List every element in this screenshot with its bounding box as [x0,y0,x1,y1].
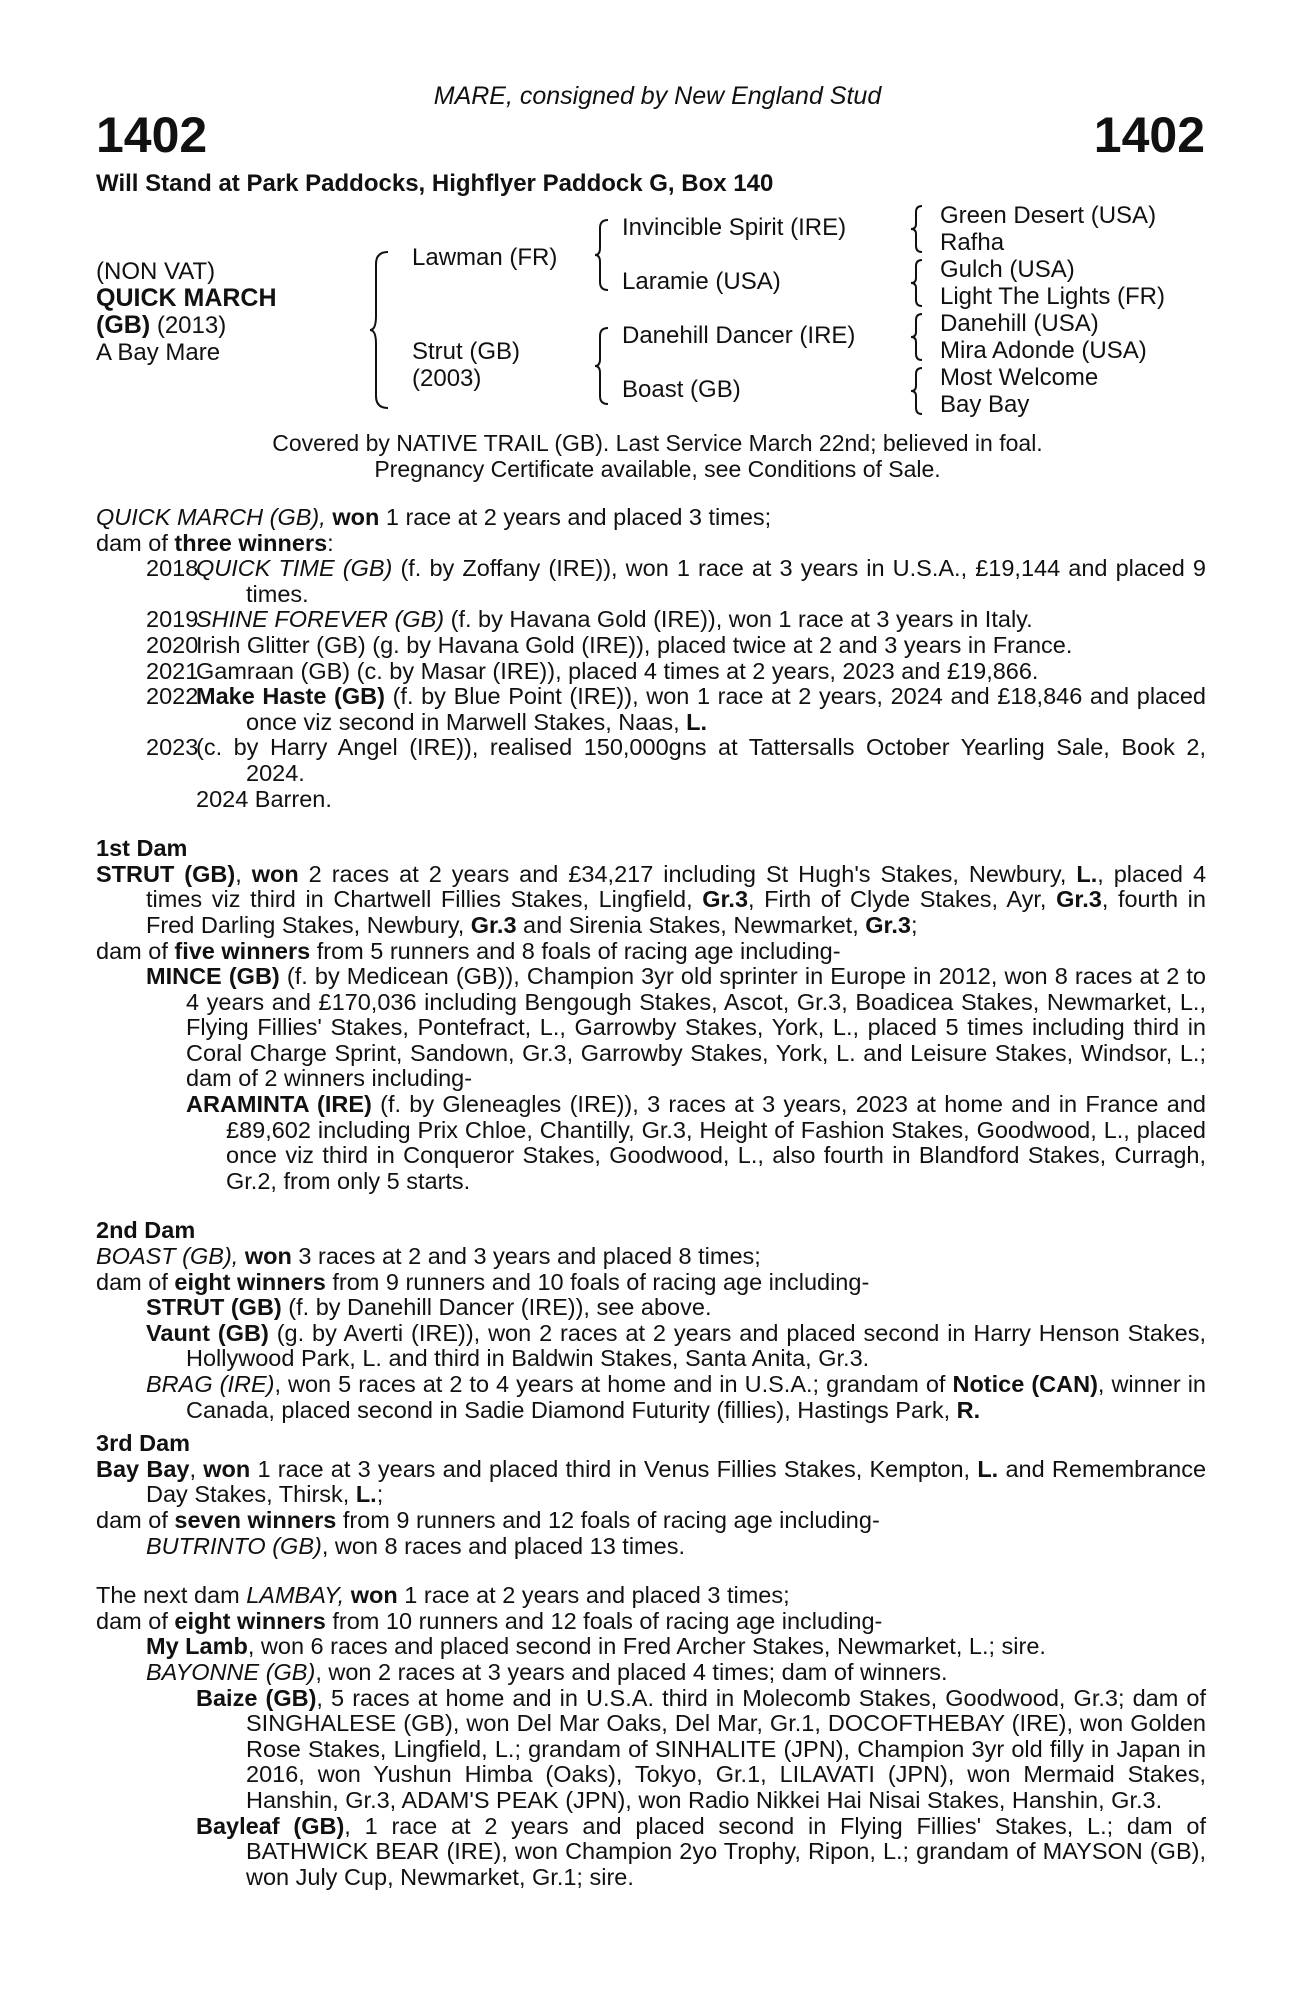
pedigree-ssd: Rafha [940,229,1005,256]
mince-entry [96,964,1206,1092]
second-dam-heading: 2nd Dam [96,1217,196,1244]
baize-name: Baize (GB) [196,1684,317,1711]
pedigree-gen3-ds [940,310,1147,364]
bayleaf-entry [96,1814,1206,1891]
bayleaf-text: , 1 race at 2 years and placed second in Flying Fillies' Stakes, L.; dam of BATHWICK BEAR (IRE), won Champion 2yo Trophy, Ripon, L.; grandam of MAYSON (GB), won July Cup, Newmarket, Gr.1; sire. [246,1812,1206,1890]
dam-of-label: dam of [96,529,175,556]
horse-country: (GB) [96,311,151,339]
dam-of-label: dam of [96,937,175,964]
dam-of-label: dam of [96,1506,175,1533]
brag-entry [96,1372,1206,1423]
dam-of-label: dam of [96,1268,175,1295]
brag-name: BRAG (IRE) [146,1371,275,1397]
progeny-year: 2020 [146,631,199,658]
pedigree-dss: Danehill (USA) [940,310,1099,337]
produce-text: from 10 runners and 12 foals of racing age including- [325,1607,883,1634]
progeny-name: SHINE FOREVER (GB) [196,606,445,633]
record-text: , Firth of Clyde Stakes, Ayr, [748,886,1057,913]
record-text: 3 races at 2 and 3 years and placed 8 times; [291,1243,761,1270]
bayleaf-name: Bayleaf (GB) [196,1812,345,1839]
stand-location: Will Stand at Park Paddocks, Highflyer Paddock G, Box 140 [96,170,774,197]
butrinto-name: BUTRINTO (GB) [146,1532,322,1559]
strut-name: STRUT (GB) [146,1294,282,1321]
mince-name: MINCE (GB) [146,963,280,990]
pedigree-ddd: Bay Bay [940,391,1030,418]
third-dam-record: Bay Bay, won 1 race at 3 years and placed third in Venus Fillies Stakes, Kempton, L. and Remembrance Day Stakes, Thirsk, L.; [96,1455,1207,1508]
record-text: 2 races at 2 years and £34,217 including St Hugh's Stakes, Newbury, [298,860,1077,887]
mare-summary [96,505,1206,531]
produce-text: from 9 runners and 10 foals of racing age including- [325,1268,870,1295]
won-label: won [251,860,299,887]
first-dam-record: STRUT (GB), won 2 races at 2 years and £34,217 including St Hugh's Stakes, Newbury, L., placed 4 times viz third in Chartwell Fillies Stakes, Lingfield, Gr.3, Firth of Clyde Stakes, Ayr, Gr.3, fourth in Fred Darling Stakes, Newbury, Gr.3 and Sirenia Stakes, Newmarket, Gr.3; [96,860,1207,938]
second-dam-record [96,1244,1206,1270]
progeny-row [146,659,1206,685]
araminta-entry [96,1092,1206,1194]
winners-count: five winners [174,937,311,964]
pedigree-brace-main [368,250,392,410]
pedigree-dsd: Mira Adonde (USA) [940,337,1147,364]
progeny-name: QUICK TIME (GB) [196,555,393,582]
colon: : [327,529,334,556]
restricted-label: R. [956,1396,981,1423]
second-dam-produce [96,1270,1206,1296]
progeny-text: (f. by Zoffany (IRE)), won 1 race at 3 years in U.S.A., £19,144 and placed 9 times. [246,555,1206,607]
strut-entry [96,1295,1206,1321]
won-label: won [244,1243,292,1270]
progeny-text: 2024 Barren. [196,785,332,812]
mylamb-name: My Lamb [146,1633,248,1660]
consigner-line: MARE, consigned by New England Stud [433,82,882,110]
baize-text: , 5 races at home and in U.S.A. third in Molecomb Stakes, Goodwood, Gr.3; dam of SINGHALESE (GB), won Del Mar Oaks, Del Mar, Gr.1, DOCOFTHEBAY (IRE), won Golden Rose Stakes, Lingfield, L.; grandam of SINHALITE (JPN), Champion 3yr old filly in Japan in 2016, won Yushun Himba (Oaks), Tokyo, Gr.1, LILAVATI (JPN), won Mermaid Stakes, Hanshin, Gr.3, ADAM'S PEAK (JPN), won Radio Nikkei Hai Nisai Stakes, Hanshin, Gr.3. [246,1684,1207,1813]
progeny-row [146,735,1206,786]
record-text: , placed 4 times viz third in Chartwell Fillies Stakes, Lingfield, [146,860,1207,913]
progeny-table [146,556,1206,812]
progeny-text: (c. by Harry Angel (IRE)), realised 150,000gns at Tattersalls October Yearling Sale, Book 2, 2024. [196,734,1206,786]
first-dam-produce [96,939,1206,965]
progeny-row [146,607,1206,633]
notice-name: Notice (CAN) [952,1371,1098,1397]
horse-name: QUICK MARCH [96,284,277,312]
next-dam-record [96,1583,1206,1609]
pedigree-ss: Invincible Spirit (IRE) [622,214,847,241]
dam-year: (2003) [412,365,482,392]
bayonne-entry [96,1660,1206,1686]
record-text: ; [911,911,918,938]
progeny-year: 2019 [146,606,199,633]
pedigree-brace-dd [910,366,924,416]
baize-entry [96,1686,1206,1814]
covered-line-2: Pregnancy Certificate available, see Conditions of Sale. [374,456,941,482]
horse-year: (2013) [156,312,227,339]
progeny-row [146,684,1206,735]
grade-label: Gr.3 [865,911,911,938]
dam-name: Strut (GB) [412,338,521,365]
pedigree-sire: Lawman (FR) [412,244,558,271]
record-text: and Sirenia Stakes, Newmarket, [516,911,866,938]
record-text: and Remembrance Day Stakes, Thirsk, [146,1455,1207,1508]
progeny-year: 2022 [146,683,199,710]
pedigree-ds: Danehill Dancer (IRE) [622,322,856,349]
pedigree-dd: Boast (GB) [622,376,741,403]
mylamb-text: , won 6 races and placed second in Fred Archer Stakes, Newmarket, L.; sire. [247,1633,1046,1660]
pedigree-gen3-sd [940,256,1165,310]
grade-label: L. [1076,860,1098,887]
progeny-row [146,633,1206,659]
third-dam-produce [96,1508,1206,1534]
progeny-row [146,787,1206,813]
progeny-year: 2023 [146,734,199,761]
butrinto-text: , won 8 races and placed 13 times. [321,1532,685,1559]
pedigree-dam [412,338,520,392]
mare-dam-of [96,531,1206,557]
lot-number-right: 1402 [1093,107,1205,163]
mince-text: (f. by Medicean (GB)), Champion 3yr old sprinter in Europe in 2012, won 8 races at 2 to 4 years and £170,036 including Bengough Stakes, Ascot, Gr.3, Boadicea Stakes, Newmarket, L., Flying Fillies' Stakes, Pontefract, L., Garrowby Stakes, York, L., placed 5 times including third in Coral Charge Sprint, Sandown, Gr.3, Garrowby Stakes, York, L. and Leisure Stakes, Windsor, L.; dam of 2 winners including- [186,963,1207,1092]
second-dam-name: BOAST (GB), [96,1243,239,1270]
produce-text: from 9 runners and 12 foals of racing age including- [336,1506,880,1533]
strut-text: (f. by Danehill Dancer (IRE)), see above. [281,1294,712,1321]
lot-number-left: 1402 [96,107,208,163]
record-text: , fourth in Fred Darling Stakes, Newbury, [146,886,1206,938]
third-dam-name: Bay Bay [96,1455,190,1482]
grade-label: Gr.3 [470,911,517,938]
pedigree-horse [96,258,277,366]
record-text: 1 race at 2 years and placed 3 times; [397,1582,790,1609]
pedigree-sdd: Light The Lights (FR) [940,283,1165,310]
grade-label: Gr.3 [1056,886,1102,913]
progeny-name: Make Haste (GB) [196,683,385,710]
araminta-name: ARAMINTA (IRE) [186,1091,372,1118]
record-text: The next dam [96,1582,247,1609]
bayonne-name: BAYONNE (GB) [146,1658,316,1685]
mare-name: QUICK MARCH (GB), [96,504,326,530]
winners-count: eight winners [174,1607,326,1634]
won-label: won [350,1582,398,1609]
first-dam-heading: 1st Dam [96,835,188,862]
progeny-row [146,556,1206,607]
grade-label: L. [977,1455,999,1482]
next-dam-produce [96,1609,1206,1635]
brag-tail: , winner in Canada, placed second in Sadie Diamond Futurity (fillies), Hastings Park, [186,1371,1206,1423]
next-dam-name: LAMBAY, [246,1582,345,1609]
catalogue-body [96,505,1206,1890]
pedigree-brace-ss [910,204,924,254]
progeny-text: (f. by Havana Gold (IRE)), won 1 race at 3 years in Italy. [444,606,1033,633]
pedigree-gen3-ss [940,202,1156,256]
progeny-year: 2021 [146,657,199,684]
progeny-text: Irish Glitter (GB) (g. by Havana Gold (IRE)), placed twice at 2 and 3 years in France. [196,631,1073,658]
produce-text: from 5 runners and 8 foals of racing age including- [310,937,841,964]
brag-text: , won 5 races at 2 to 4 years at home and in U.S.A.; grandam of [274,1371,953,1397]
winners-count: eight winners [174,1268,326,1295]
record-text: 1 race at 3 years and placed third in Venus Fillies Stakes, Kempton, [250,1455,978,1482]
vaunt-name: Vaunt (GB) [146,1319,269,1346]
vat-status: (NON VAT) [96,258,216,285]
third-dam-heading: 3rd Dam [96,1430,191,1457]
covered-line-1: Covered by NATIVE TRAIL (GB). Last Service March 22nd; believed in foal. [272,430,1043,456]
vaunt-entry [96,1321,1206,1372]
progeny-text: Gamraan (GB) (c. by Masar (IRE)), placed 4 times at 2 years, 2023 and £19,866. [196,657,1039,684]
butrinto-entry [96,1534,1206,1560]
mylamb-entry [96,1634,1206,1660]
record-text: ; [376,1481,384,1508]
mare-record: 1 race at 2 years and placed 3 times; [379,504,772,530]
pedigree-sds: Gulch (USA) [940,256,1075,283]
vaunt-text: (g. by Averti (IRE)), won 2 races at 2 years and placed second in Harry Henson Stakes, Hollywood Park, L. and third in Baldwin Stakes, Santa Anita, Gr.3. [186,1319,1206,1372]
pedigree-gen3-dd [940,364,1098,418]
pedigree-brace-dam [594,326,610,406]
covered-note [0,430,1315,482]
bayonne-text: , won 2 races at 3 years and placed 4 times; dam of winners. [315,1658,948,1685]
progeny-listed: L. [686,708,708,735]
won-label: won [332,504,380,530]
pedigree-dds: Most Welcome [940,364,1099,391]
pedigree-brace-sire [594,218,610,292]
horse-description: A Bay Mare [96,339,221,366]
grade-label: L. [355,1481,377,1508]
pedigree-sd: Laramie (USA) [622,268,781,295]
first-dam-name: STRUT (GB) [96,860,236,887]
dam-of-label: dam of [96,1607,175,1634]
progeny-text: (f. by Blue Point (IRE)), won 1 race at 2 years, 2024 and £18,846 and placed once viz second in Marwell Stakes, Naas, [246,683,1207,735]
progeny-year: 2018 [146,555,199,582]
araminta-text: (f. by Gleneagles (IRE)), 3 races at 3 years, 2023 at home and in France and £89,602 including Prix Chloe, Chantilly, Gr.3, Height of Fashion Stakes, Goodwood, L., placed once viz third in Conqueror Stakes, Goodwood, L., also fourth in Blandford Stakes, Curragh, Gr.2, from only 5 starts. [226,1091,1206,1194]
grade-label: Gr.3 [702,886,749,913]
won-label: won [203,1455,251,1482]
winners-count: three winners [174,529,328,556]
pedigree-brace-sd [910,258,924,308]
pedigree-brace-ds [910,312,924,362]
pedigree-sss: Green Desert (USA) [940,202,1157,229]
winners-count: seven winners [174,1506,337,1533]
